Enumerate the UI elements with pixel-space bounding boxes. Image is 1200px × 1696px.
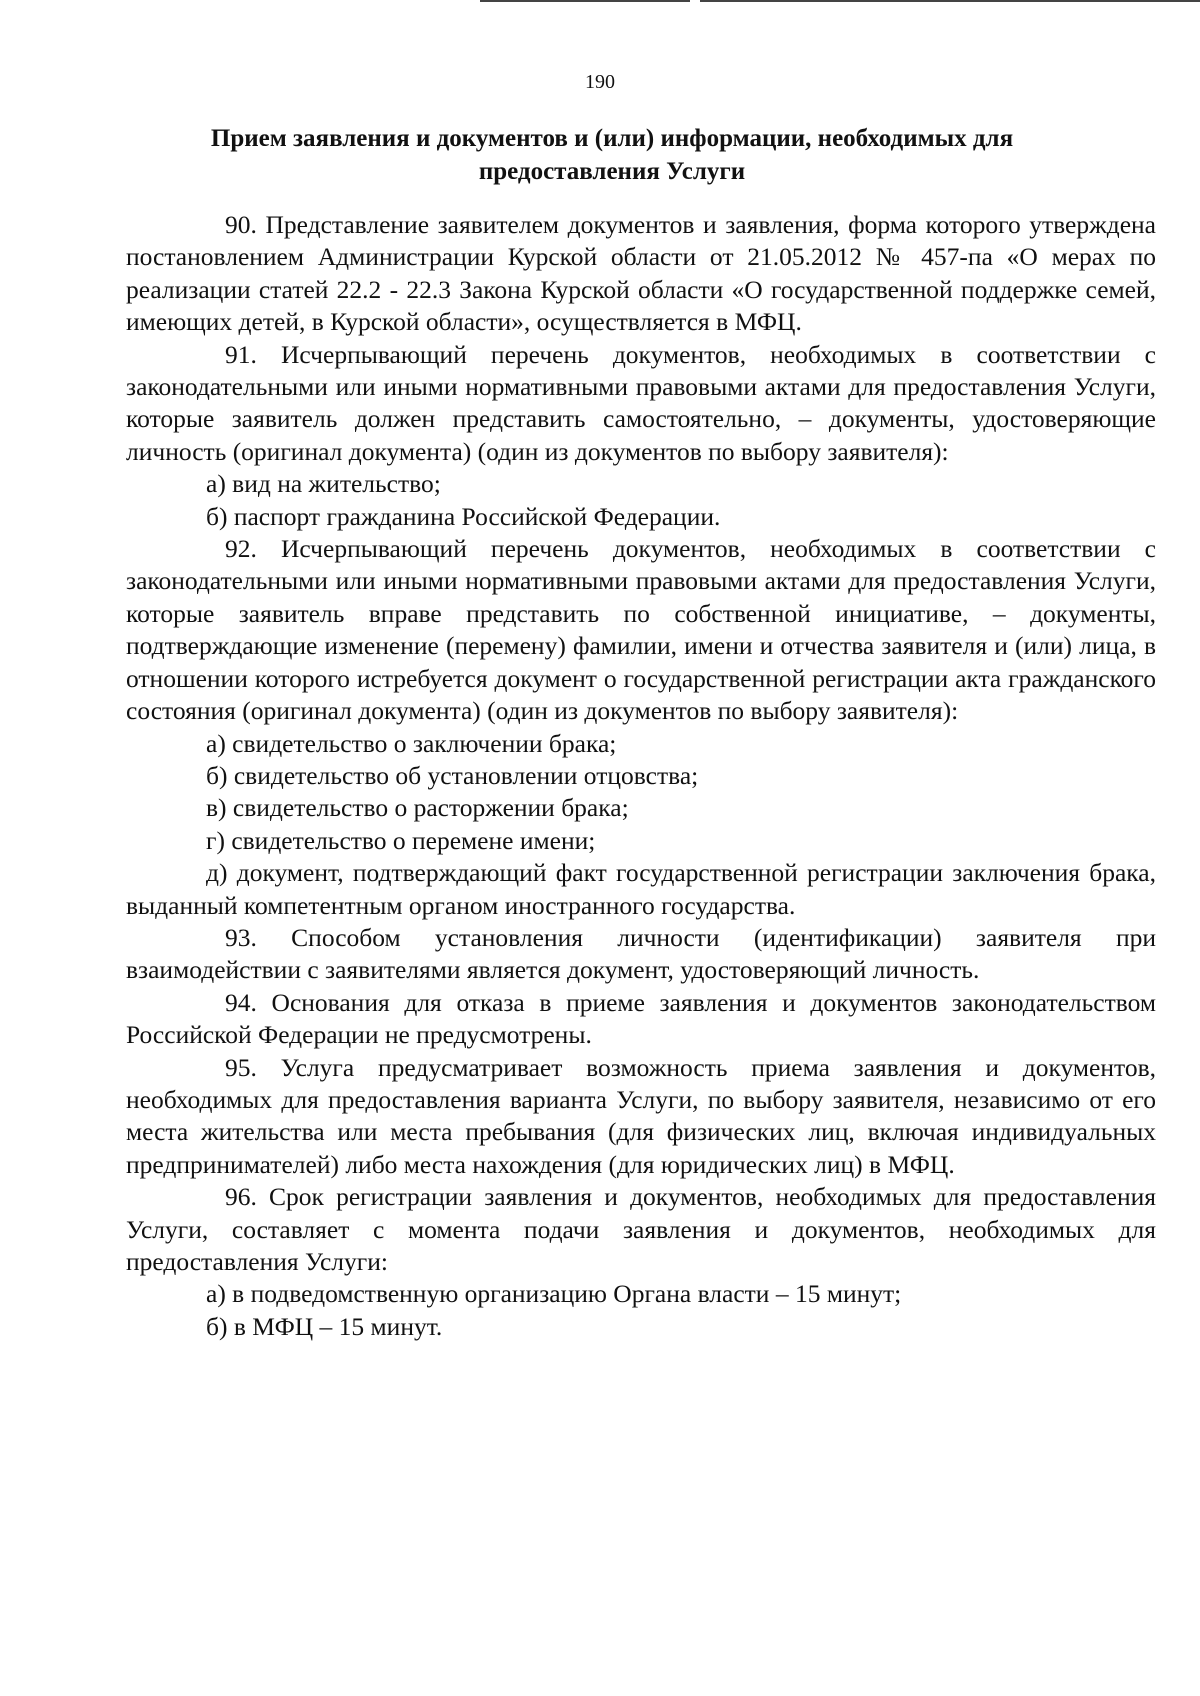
document-body <box>126 209 1156 1343</box>
paragraph-93: 93. Способом установления личности (идентификации) заявителя при взаимодействии с заявителями является документ, удостоверяющий личность. <box>126 922 1156 985</box>
list-item: д) документ, подтверждающий факт государственной регистрации заключения брака, выданный компетентным органом иностранного государства. <box>126 858 1156 920</box>
scan-border-line <box>480 0 690 2</box>
paragraph-95: 95. Услуга предусматривает возможность приема заявления и документов, необходимых для предоставления варианта Услуги, по выбору заявителя, независимо от его места жительства или места пребывания (для физических лиц, включая индивидуальных предпринимателей) либо места нахождения (для юридических лиц) в МФЦ. <box>126 1052 1156 1179</box>
list-item: а) в подведомственную организацию Органа власти – 15 минут; <box>206 1279 902 1309</box>
list-item: в) свидетельство о расторжении брака; <box>206 793 629 823</box>
scan-border-line <box>700 0 1200 2</box>
title-line: предоставления Услуги <box>478 158 746 185</box>
title-line: Прием заявления и документов и (или) информации, необходимых для <box>210 125 1014 152</box>
paragraph-91: 91. Исчерпывающий перечень документов, необходимых в соответствии с законодательными или иными нормативными правовыми актами для предоставления Услуги, которые заявитель должен представить самостоятельно, – документы, удостоверяющие личность (оригинал документа) (один из документов по выбору заявителя): <box>126 339 1156 466</box>
list-item: а) вид на жительство; <box>206 469 441 499</box>
paragraph-96: 96. Срок регистрации заявления и документов, необходимых для предоставления Услуги, составляет с момента подачи заявления и документов, необходимых для предоставления Услуги: <box>126 1182 1156 1276</box>
list-item: г) свидетельство о перемене имени; <box>206 825 596 855</box>
section-title <box>130 122 1094 188</box>
paragraph-94: 94. Основания для отказа в приеме заявления и документов законодательством Российской Федерации не предусмотрены. <box>126 987 1156 1050</box>
list-item: б) свидетельство об установлении отцовства; <box>206 760 699 790</box>
list-item: а) свидетельство о заключении брака; <box>206 728 617 758</box>
paragraph-92: 92. Исчерпывающий перечень документов, необходимых в соответствии с законодательными или иными нормативными правовыми актами для предоставления Услуги, которые заявитель вправе представить по собственной инициативе, – документы, подтверждающие изменение (перемену) фамилии, имени и отчества заявителя и (или) лица, в отношении которого истребуется документ о государственной регистрации акта гражданского состояния (оригинал документа) (один из документов по выбору заявителя): <box>126 534 1156 726</box>
list-item: б) паспорт гражданина Российской Федерации. <box>206 501 721 531</box>
paragraph-90: 90. Представление заявителем документов и заявления, форма которого утверждена постановлением Администрации Курской области от 21.05.2012 № 457-па «О мерах по реализации статей 22.2 - 22.3 Закона Курской области «О государственной поддержке семей, имеющих детей, в Курской области», осуществляется в МФЦ. <box>126 210 1156 337</box>
list-item: б) в МФЦ – 15 минут. <box>206 1311 443 1341</box>
page-number: 190 <box>585 71 615 93</box>
